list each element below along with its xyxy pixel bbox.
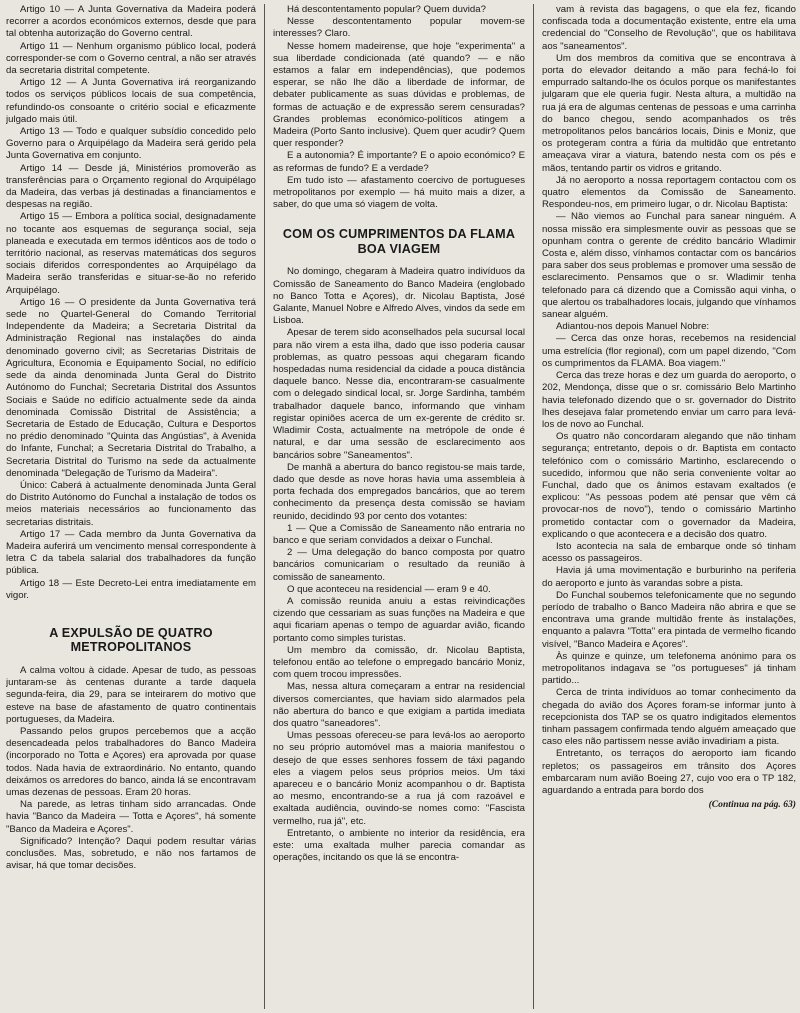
- boa-viagem-article: [273, 266, 525, 864]
- paragraph: Adiantou-nos depois Manuel Nobre:: [556, 321, 710, 333]
- paragraph: Cerca de trinta indivíduos ao tomar conhecimento da chegada do avião dos Açores foram-se informar junto à recepcionista dos TAP se os quatro indigitados elementos tinham passagem confirmada tendo alguém ameaçado que caso eles não partissem nesse avião invadiriam a pista.: [542, 687, 796, 748]
- paragraph: Umas pessoas ofereceu-se para levá-los ao aeroporto no seu próprio automóvel mas a maioria manifestou o desejo de que esses senhores fossem de táxi pagando eles a viagem pelos seus próprios meios. Um táxi apareceu e o bancário Moniz acompanhou o dr. Baptista ao mesmo, encontrando-se a rua já com razoável e exaltada audiência, ouvindo-se nomes como: "Fascista vermelho, rua já", etc.: [273, 730, 525, 827]
- paragraph: Cerca das treze horas e dez um guarda do aeroporto, o 202, Mendonça, disse que o sr. comissário Belo Martinho havia telefonado dizendo que o sr. governador do Distrito lhes desejava falar prometendo enviar um carro para levá-los de novo ao Funchal.: [542, 370, 796, 430]
- paragraph: Isto acontecia na sala de embarque onde só tinham acesso os passageiros.: [542, 540, 796, 565]
- paragraph: Artigo 12 — A Junta Governativa irá reorganizando todos os serviços públicos locais de sua competência, refundindo-os consoante o critério social e eficazmente julgado mais útil.: [6, 77, 256, 125]
- column-left: [6, 4, 264, 1009]
- paragraph: Nesse homem madeirense, que hoje "experimenta" a sua liberdade condicionada (até quando? — e não estamos a falar em independências), que podemos esperar, se não lhe dão a liberdade de informar, de debater publicamente as suas dúvidas e problemas, de formas de actuação e de expressão serem censuradas? Grandes problemas económico-políticos atingem a Madeira (Porto Santo inclusive). Quem quer acudir? Quem quer responder?: [273, 40, 525, 150]
- column-middle: [265, 4, 533, 1009]
- paragraph: Mas, nessa altura começaram a entrar na residencial diversos comerciantes, que haviam sido alarmados pela não abertura do banco e que exigiam a partida imediata dos quatro "saneadores".: [273, 681, 525, 729]
- paragraph: Na parede, as letras tinham sido arrancadas. Onde havia "Banco da Madeira — Totta e Açores", há somente "Banco da Madeira e Açores".: [6, 799, 256, 835]
- paragraph: E a autonomia? É importante? E o apoio económico? E as reformas de fundo? E a verdade?: [273, 150, 525, 174]
- paragraph: Um membro da comissão, dr. Nicolau Baptista, telefonou então ao telefone o empregado bancário Moniz, com quem trocou impressões.: [273, 644, 525, 681]
- paragraph: Do Funchal soubemos telefonicamente que no segundo período de trabalho o Banco Madeira não abrira e que se encontrava uma grande multidão frente às instalações, enquanto a palavra "Totta" era pintada de vermelho ficando visível, "Banco Madeira e Açores".: [542, 589, 796, 650]
- paragraph: A calma voltou à cidade. Apesar de tudo, as pessoas juntaram-se às centenas durante a tarde daquela segunda-feira, dia 29, para se inteirarem do motivo que esteve na base de afastamento de quatro continentais portugueses, da Madeira.: [6, 664, 256, 725]
- paragraph: Os quatro não concordaram alegando que não tinham segurança; entretanto, depois o dr. Baptista em contacto telefónico com o comissário Martinho, esclarecendo o sucedido, informou que não seria conveniente voltar ao Funchal, dado que os ânimos estavam exaltados (e explicou: "As pessoas podem até pensar que vêm cá provocar-nos de novo"), tendo o comissário Martinho prometido contactar com o governador da Madeira, explicando o que acontecera e a decisão dos quatro.: [542, 431, 796, 540]
- paragraph: Artigo 17 — Cada membro da Junta Governativa da Madeira auferirá um vencimento mensal correspondente à letra C da tabela salarial dos trabalhadores da função pública.: [6, 528, 256, 577]
- paragraph: Artigo 11 — Nenhum organismo público local, poderá corresponder-se com o Governo central, a não ser através da secretaria distrital competente.: [6, 40, 256, 77]
- paragraph: Artigo 14 — Desde já, Ministérios promoverão as transferências para o Orçamento regional do Arquipélago da Madeira, das verbas já destinadas a financiamentos e despesas na região.: [6, 162, 256, 211]
- column-right: [534, 4, 796, 1009]
- paragraph: — Não viemos ao Funchal para sanear ninguém. A nossa missão era simplesmente ouvir as pessoas que se opunham contra o gerente de crédito bancário Wladimir Costa e, além disso, vínhamos contactar com os bancários para saber dos seus problemas e promover uma sessão de esclarecimento. Pensamos que o sr. Wladimir tenha telefonado para cá dizendo que a Comissão aqui vinha, o que alertou os trabalhadores locais, julgando que vínhamos sanear alguém.: [542, 211, 796, 321]
- paragraph: — Cerca das onze horas, recebemos na residencial uma estrelícia (flor regional), com um papel dizendo, "Com os cumprimentos da FLAMA. Boa viagem.": [542, 333, 796, 369]
- paragraph: O que aconteceu na residencial — eram 9 e 40.: [287, 583, 491, 595]
- paragraph: Havia já uma movimentação e burburinho na periferia do aeroporto e junto às varandas sobre a pista.: [542, 565, 796, 589]
- paragraph: Nesse descontentamento popular movem-se interesses? Claro.: [273, 16, 525, 40]
- paragraph: 2 — Uma delegação do banco composta por quatro bancários comunicariam o resultado da reunião à comissão de saneamento.: [273, 547, 525, 583]
- paragraph: Artigo 15 — Embora a política social, designadamente no tocante aos esquemas de segurança social, seja planeada e executada em termos idênticos aos de todo o território nacional, as reservas matemáticas dos seguros sociais diferidos correspondentes ao Arquipélago da Madeira serão transferidas e situar-se-ão no referido Arquipélago.: [6, 211, 256, 296]
- expulsao-article: [6, 665, 256, 872]
- paragraph: Às quinze e quinze, um telefonema anónimo para os metropolitanos indagava se "os portugueses" já tinham partido...: [542, 650, 796, 687]
- paragraph: Em tudo isto — afastamento coercivo de portugueses metropolitanos por exemplo — há muito mais a dizer, a saber, do que uma só viagem de volta.: [273, 174, 525, 211]
- paragraph: 1 — Que a Comissão de Saneamento não entraria no banco e que seriam convidados a deixar o Funchal.: [273, 522, 525, 546]
- paragraph: Entretanto, os terraços do aeroporto iam ficando repletos; os passageiros em trânsito dos Açores embarcaram num avião Boeing 27, cujo voo era o TP 182, aguardando a entrada para bordo dos: [542, 748, 796, 796]
- paragraph: Apesar de terem sido aconselhados pela sucursal local para não virem a esta ilha, dado que isso poderia causar problemas, as quatro pessoas aqui chegaram ficando hospedadas numa residencial da cidade a pouca distância daquele banco. Nesse dia, encontraram-se casualmente com o delegado sindical local, sr. Jorge Sardinha, também trabalhador daquele banco, informando que vinham registar opiniões acerca de um ex-gerente de crédito sr. Wladimir Costa, actualmente na metrópole de onde é natural, e dar uma sessão de esclarecimento aos bancários sobre "Saneamentos".: [273, 327, 525, 461]
- editorial-text: [273, 4, 525, 211]
- boa-viagem-article-continued: [542, 4, 796, 797]
- paragraph: No domingo, chegaram à Madeira quatro indivíduos da Comissão de Saneamento do Banco Madeira (englobado no Banco Totta e Açores), dr. Nicolau Baptista, José Galante, Manuel Nobre e Alfredo Alves, vindos da sede em Lisboa.: [273, 266, 525, 327]
- paragraph: A comissão reunida anuiu a estas reivindicações cizendo que cessariam as suas funções na Madeira e que aqui ficariam apenas o tempo de aguardar avião, ficando portanto como simples turistas.: [273, 595, 525, 644]
- paragraph: Passando pelos grupos percebemos que a acção desencadeada pelos trabalhadores do Banco Madeira (incorporado no Totta e Açores) era aprovada por quase todos. Nada havia de extraordinário. No entanto, quando deixámos os arredores do banco, ainda lá se encontravam umas dezenas de pessoas. Eram 20 horas.: [6, 725, 256, 798]
- decree-articles: [6, 4, 256, 602]
- section-heading-expulsao: A EXPULSÃO DE QUATRO METROPOLITANOS: [49, 625, 213, 655]
- paragraph: Único: Caberá à actualmente denominada Junta Geral do Distrito Autónomo do Funchal a instalação de todos os meios materiais necessários ao funcionamento das secretarias distritais.: [6, 479, 256, 528]
- paragraph: Artigo 18 — Este Decreto-Lei entra imediatamente em vigor.: [6, 577, 256, 601]
- paragraph: Um dos membros da comitiva que se encontrava à porta do elevador deitando a mão para fechá-lo foi empurrado saltando-lhe os óculos porque os manifestantes julgaram que ele queria fugir. Nesta altura, a multidão na rua já era de algumas centenas de pessoas e uma carrinha do banco chegou, sendo acompanhados os três metropolitanos pelos bancários locais, Dinis e Moniz, que os protegeram contra a fúria da multidão que entretanto ameaçava virar a viatura, batendo nesta com os pés e mãos, tentando partir os vidros e gritando.: [542, 52, 796, 174]
- paragraph: Significado? Intenção? Daqui podem resultar várias conclusões. Mas, sobretudo, e não nos fartamos de avisar, há que tomar decisões.: [6, 835, 256, 872]
- paragraph: Artigo 16 — O presidente da Junta Governativa terá sede no Quartel-General do Comando Territorial Independente da Madeira; a Secretaria Distrital da Administração Regional nas instalações do ainda denominado governo civil; as Secretarias Distritais de Agricultura, Economia e Equipamento Social, no edifício sede da ainda denominada Junta Geral do Distrito Autónomo do Funchal; Secretaria Distrital dos Assuntos Sociais e Saúde no edifício actualmente sede da ainda denominada Comissão Distrital de Assistência; a Secretaria de Estado de Educação, Cultura e Desportos no prédio denominado "Quinta das Angústias", à Avenida do Infante, Funchal; a Secretaria Distrital do Trabalho, a Secretaria Distrital do Turismo na sede da actualmente denominada "Delegação de Turismo da Madeira".: [6, 296, 256, 479]
- paragraph: Há descontentamento popular? Quem duvida?: [287, 4, 486, 15]
- paragraph: Já no aeroporto a nossa reportagem contactou com os quatro elementos da Comissão de Saneamento. Respondeu-nos, em primeiro lugar, o dr. Nicolau Baptista:: [542, 174, 796, 211]
- paragraph: Artigo 13 — Todo e qualquer subsídio concedido pelo Governo para o Arquipélago da Madeira será gerido pela Junta Governativa em conjunto.: [6, 126, 256, 162]
- paragraph: Entretanto, o ambiente no interior da residência, era este: uma exaltada mulher parecia comandar as operações, incitando os que lá se encontra-: [273, 827, 525, 864]
- continuation-note: (Continua na pág. 63): [708, 799, 796, 811]
- paragraph: De manhã a abertura do banco registou-se mais tarde, dado que desde as nove horas havia uma assembleia à porta fechada dos empregados bancários, que ao terem conhecimento da presença desta comissão se haviam reunido, decidindo 93 por cento dos votantes:: [273, 461, 525, 522]
- section-heading-boa-viagem: COM OS CUMPRIMENTOS DA FLAMA BOA VIAGEM: [282, 227, 516, 256]
- paragraph: vam à revista das bagagens, o que ela fez, ficando confiscada toda a documentação existente, entre ela uma credencial do "Conselho de Revolução", que os habilitava aos "saneamentos".: [542, 4, 796, 52]
- paragraph: Artigo 10 — A Junta Governativa da Madeira poderá recorrer a acordos económicos externos, desde que para tal obtenha autorização do Governo central.: [6, 4, 256, 40]
